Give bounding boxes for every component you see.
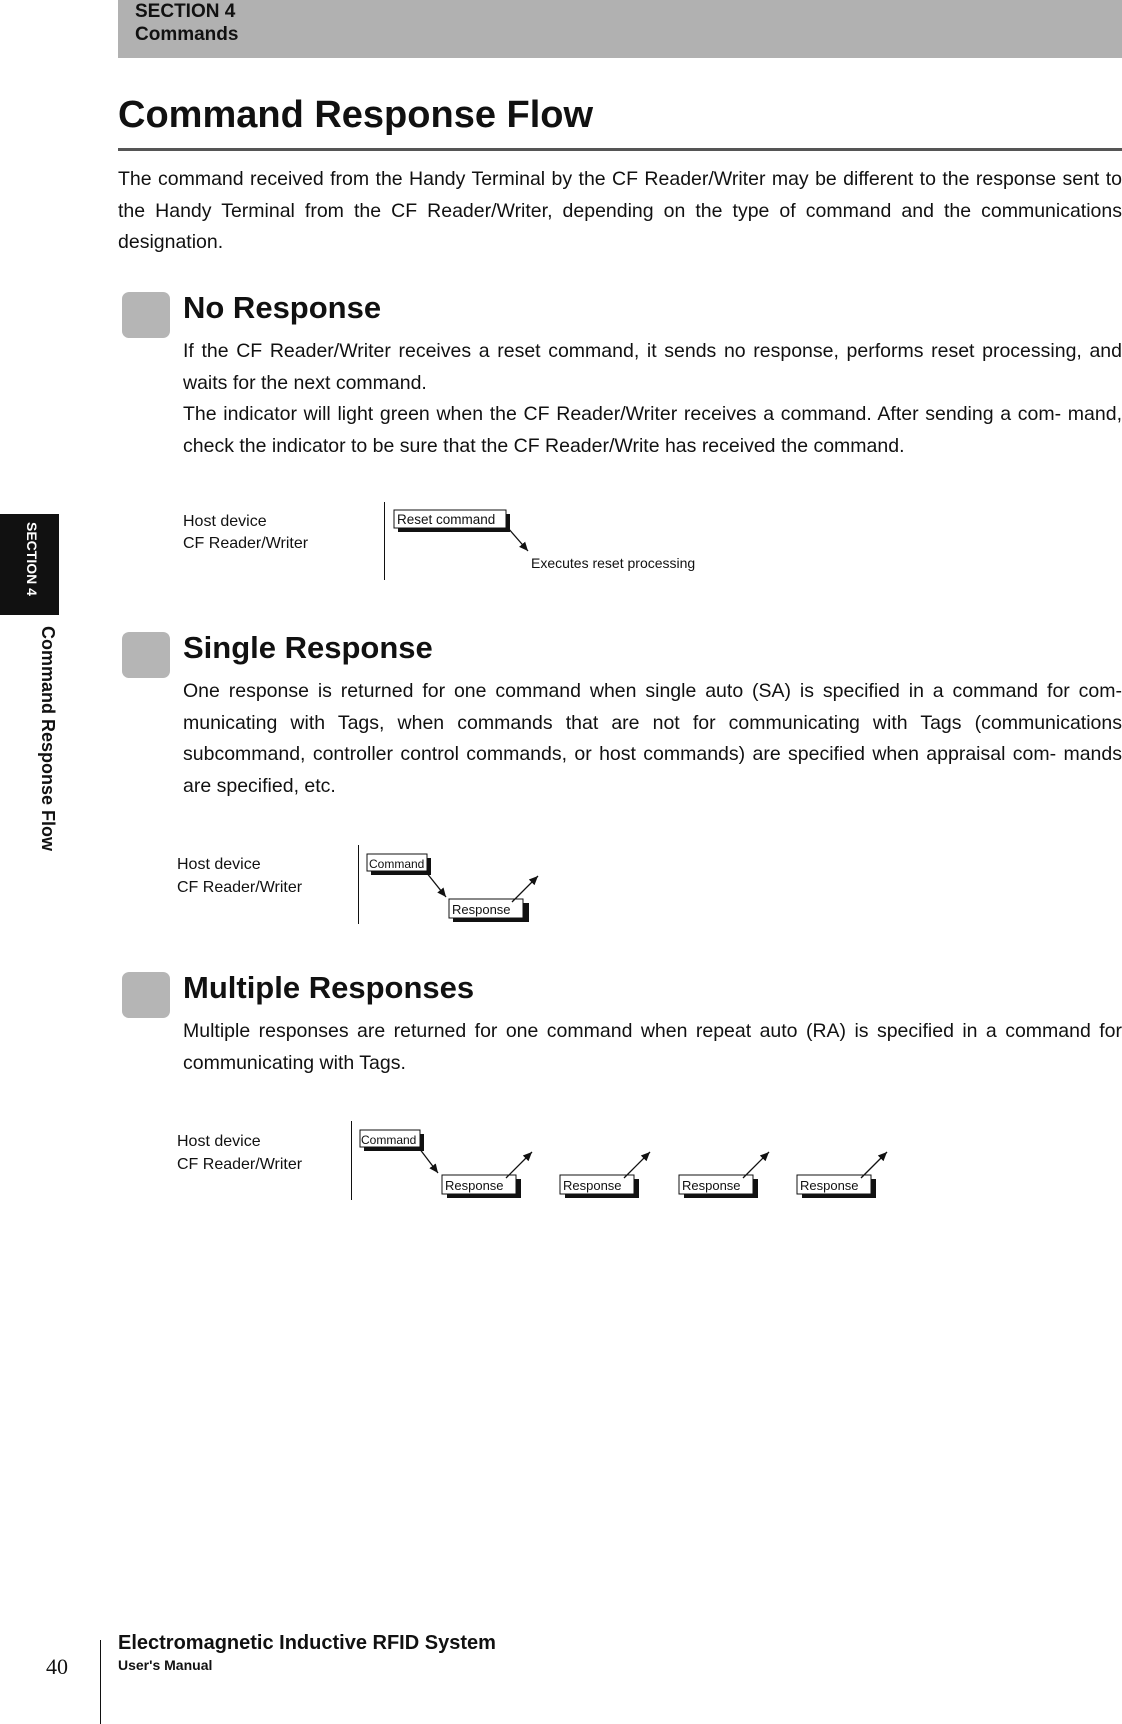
header-chapter-label: Commands — [135, 24, 239, 45]
response-label: Response — [682, 1178, 741, 1193]
response-label: Response — [452, 902, 511, 917]
multiple-responses-diagram — [177, 1121, 887, 1200]
footer-divider — [100, 1640, 101, 1724]
page-title: Command Response Flow — [118, 94, 594, 136]
single-response-paragraph: One response is returned for one command when single auto (SA) is specified in a command for com- municating with Tags, when commands that are not for communicating with Tags (communications subcommand, controller control commands, or host commands) are specified when appraisal com- mands are specified, etc. — [183, 680, 1122, 797]
no-response-paragraph-1: If the CF Reader/Writer receives a reset command, it sends no response, performs reset processing, and waits for the next command. — [183, 340, 1122, 394]
arrow-up — [512, 876, 538, 902]
cf-reader-writer-label: CF Reader/Writer — [177, 879, 303, 896]
footer-manual-subtitle: User's Manual — [118, 1657, 213, 1673]
arrow-down — [426, 872, 446, 897]
page-number: 40 — [46, 1654, 68, 1679]
cf-reader-writer-label: CF Reader/Writer — [177, 1156, 303, 1173]
cf-reader-writer-label: CF Reader/Writer — [183, 535, 309, 552]
single-response-diagram — [177, 845, 538, 924]
footer-manual-title: Electromagnetic Inductive RFID System — [118, 1632, 496, 1654]
response-label: Response — [800, 1178, 859, 1193]
multiple-responses-paragraph: Multiple responses are returned for one command when repeat auto (RA) is specified in a command for communicating with Tags. — [183, 1020, 1122, 1074]
response-label: Response — [563, 1178, 622, 1193]
host-device-label: Host device — [177, 856, 261, 873]
side-tab-section-label: SECTION 4 — [24, 522, 40, 596]
intro-paragraph: The command received from the Handy Terminal by the CF Reader/Writer may be different to the response sent to the Handy Terminal from the CF Reader/Writer, depending on the type of command and the communications designation. — [118, 168, 1122, 253]
arrow-down — [508, 528, 528, 551]
heading-multiple-responses: Multiple Responses — [183, 970, 475, 1005]
arrow-down — [419, 1148, 438, 1173]
heading-single-response: Single Response — [183, 630, 433, 665]
arrow-up — [624, 1152, 650, 1178]
side-tab-title: Command Response Flow — [38, 626, 58, 852]
header-section-label: SECTION 4 — [135, 1, 236, 22]
arrow-up — [743, 1152, 769, 1178]
reset-command-label: Reset command — [397, 512, 496, 527]
command-label: Command — [369, 857, 425, 871]
arrow-up — [861, 1152, 887, 1178]
command-label: Command — [361, 1133, 417, 1147]
no-response-paragraph-2: The indicator will light green when the CF Reader/Writer receives a command. After sending a com- mand, check the indicator to be sure that the CF Reader/Write has received the command. — [183, 403, 1122, 457]
host-device-label: Host device — [183, 513, 267, 530]
heading-no-response: No Response — [183, 290, 382, 325]
response-label: Response — [445, 1178, 504, 1193]
no-response-diagram — [183, 502, 695, 580]
arrow-up — [506, 1152, 532, 1178]
executes-reset-processing-label: Executes reset processing — [531, 555, 696, 571]
host-device-label: Host device — [177, 1133, 261, 1150]
